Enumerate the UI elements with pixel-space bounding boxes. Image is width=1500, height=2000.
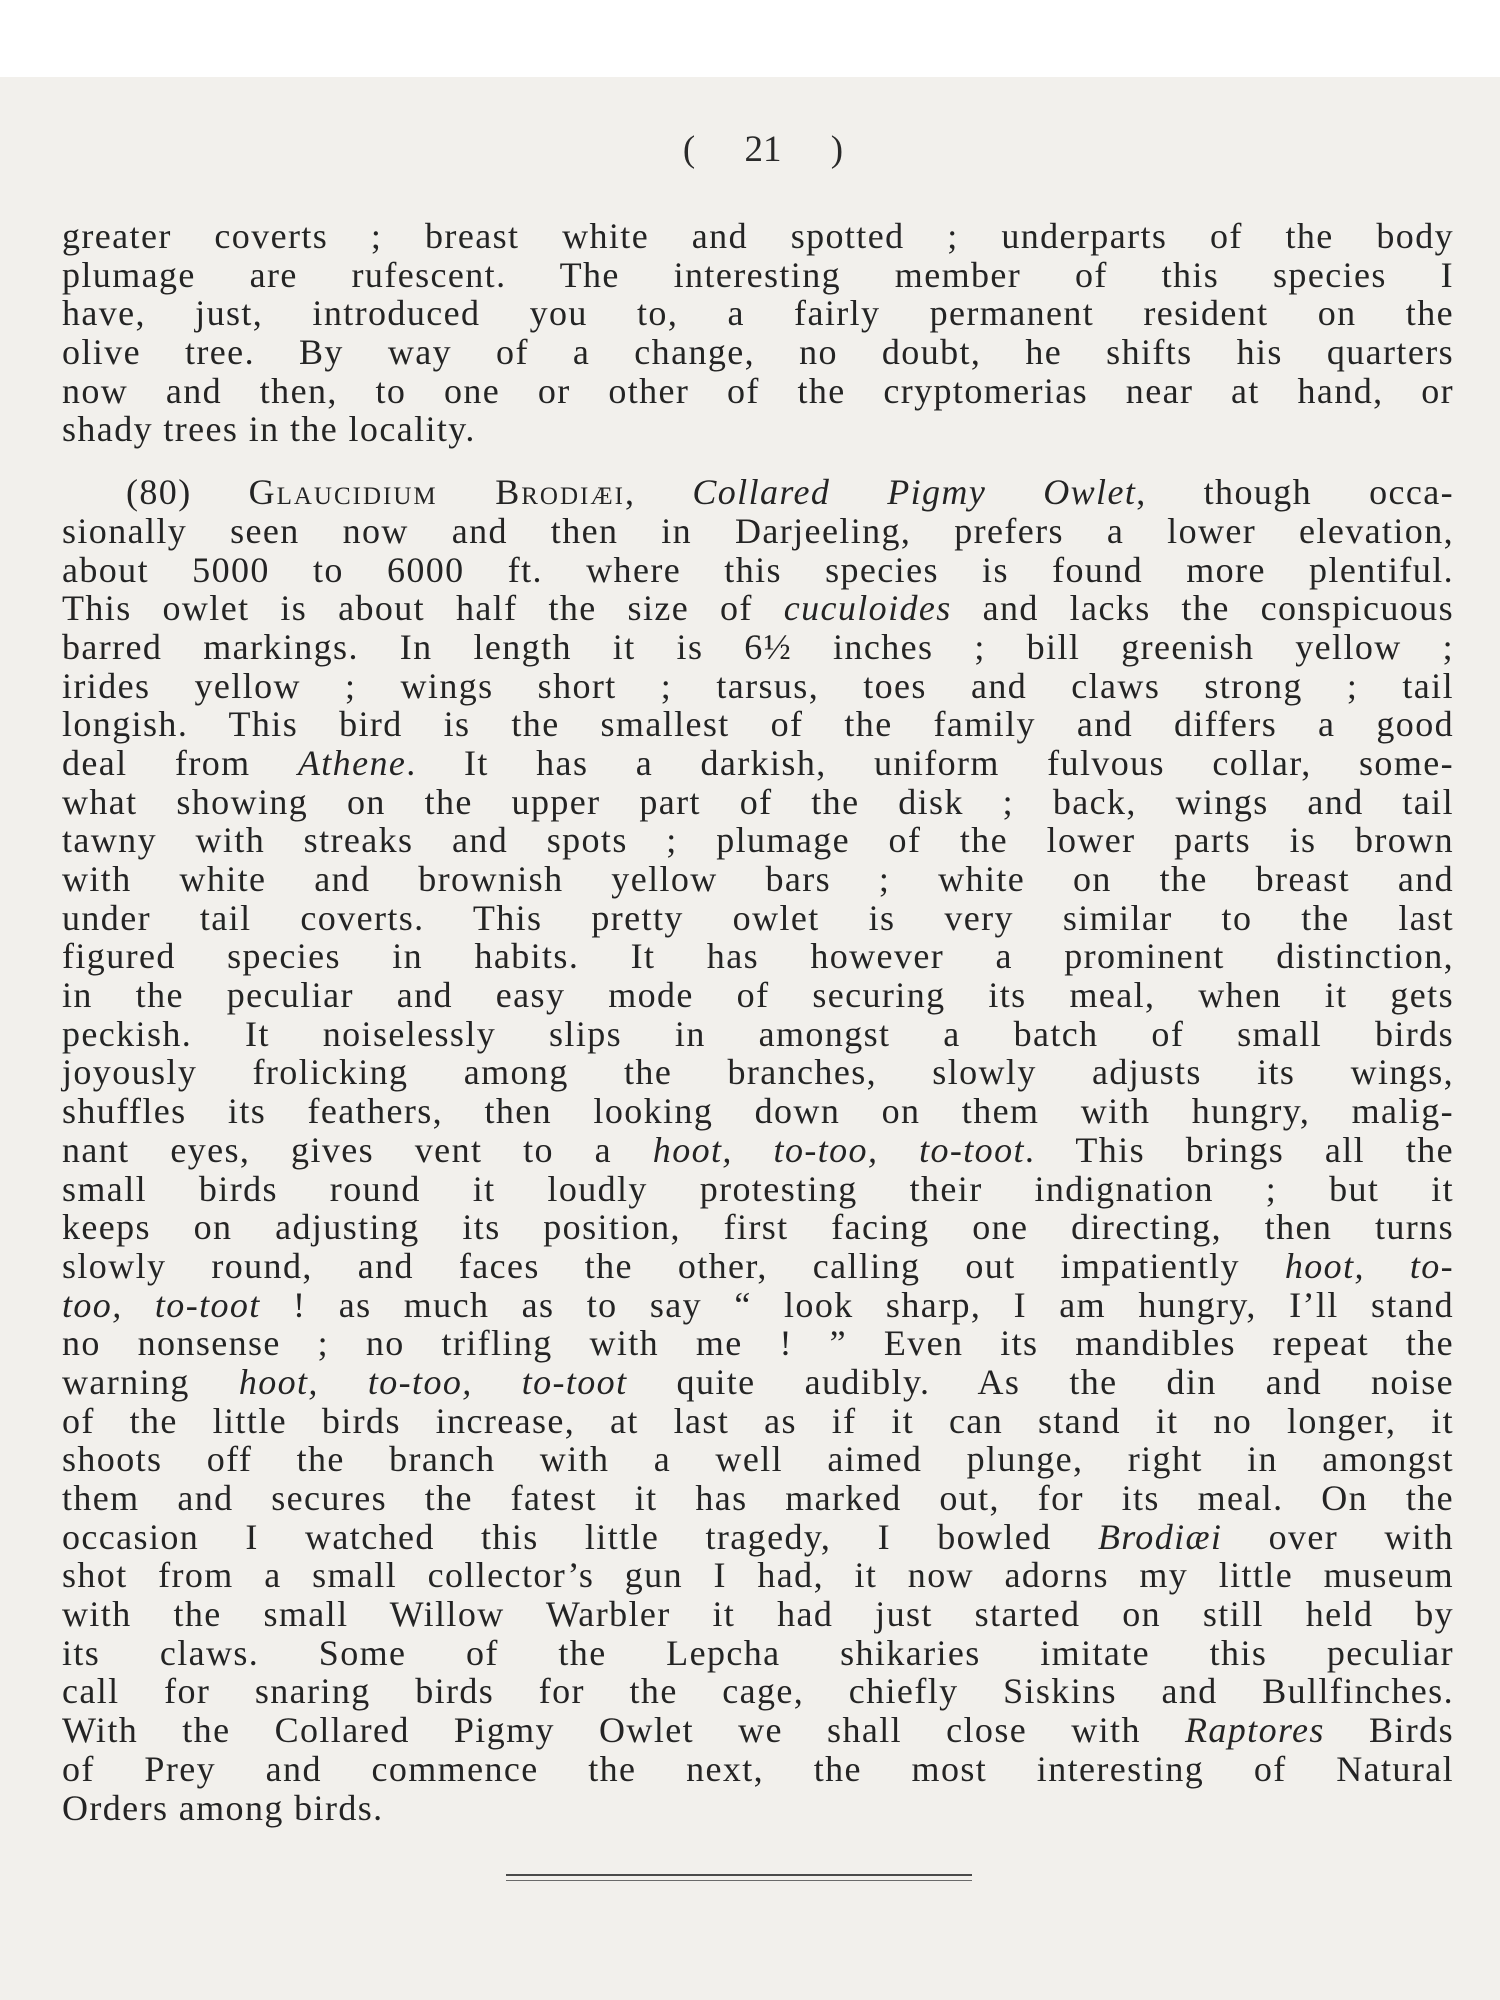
line-text: sionally seen now and then in Darjeeling, prefers a lower elevation, bbox=[62, 510, 1454, 551]
italic-text: Collared Pigmy Owlet bbox=[692, 472, 1137, 513]
text-line bbox=[62, 589, 1454, 628]
page-number: ( 21 ) bbox=[682, 129, 844, 170]
line-text: and lacks the conspicuous bbox=[951, 588, 1454, 629]
text-line bbox=[62, 976, 1454, 1015]
text-line bbox=[62, 1440, 1454, 1479]
line-text: in the peculiar and easy mode of securing its meal, when it gets bbox=[62, 975, 1454, 1016]
line-text: With the Collared Pigmy Owlet we shall close with bbox=[62, 1710, 1185, 1751]
line-text: with the small Willow Warbler it had just started on still held by bbox=[62, 1594, 1454, 1635]
text-line bbox=[62, 1131, 1454, 1170]
italic-text: hoot, to-too, to-toot bbox=[652, 1129, 1025, 1170]
smallcaps-text: Glaucidium Brodiæi bbox=[248, 472, 625, 513]
italic-text: Brodiæi bbox=[1097, 1516, 1223, 1557]
line-text: shoots off the branch with a well aimed plunge, right in amongst bbox=[62, 1439, 1454, 1480]
text-line bbox=[62, 551, 1454, 590]
text-line bbox=[62, 1208, 1454, 1247]
text-line bbox=[62, 512, 1454, 551]
italic-text: too, to-toot bbox=[62, 1284, 261, 1325]
italic-text: hoot, to- bbox=[1284, 1245, 1455, 1286]
line-text: them and secures the fatest it has marked out, for its meal. On the bbox=[62, 1478, 1454, 1518]
line-text: have, just, introduced you to, a fairly permanent resident on the bbox=[62, 293, 1454, 334]
line-text: now and then, to one or other of the cryptomerias near at hand, or bbox=[62, 370, 1454, 411]
text-line bbox=[62, 1015, 1454, 1054]
line-text: occasion I watched this little tragedy, I bowled bbox=[62, 1516, 1098, 1557]
text-line bbox=[62, 783, 1454, 822]
text-line bbox=[62, 705, 1454, 744]
italic-text: hoot, to-too, to-toot bbox=[238, 1361, 628, 1402]
text-line bbox=[62, 1092, 1454, 1131]
text-line bbox=[62, 473, 1454, 512]
line-text: shuffles its feathers, then looking down on them with hungry, malig- bbox=[62, 1091, 1454, 1132]
italic-text: Raptores bbox=[1184, 1710, 1325, 1751]
text-line bbox=[62, 1556, 1454, 1595]
text-line bbox=[62, 821, 1454, 860]
italic-text: Athene bbox=[297, 742, 407, 783]
text-line bbox=[62, 1634, 1454, 1673]
text-line bbox=[62, 1750, 1454, 1789]
text-line bbox=[62, 1789, 1454, 1828]
text-line bbox=[62, 333, 1454, 372]
line-text: no nonsense ; no trifling with me ! ” Even its mandibles repeat the bbox=[62, 1323, 1454, 1364]
text-line bbox=[62, 1518, 1454, 1557]
line-text: with white and brownish yellow bars ; white on the breast and bbox=[62, 859, 1454, 899]
line-text: barred markings. In length it is 6½ inches ; bill greenish yellow ; bbox=[62, 626, 1454, 667]
line-text: tawny with streaks and spots ; plumage of the lower parts is brown bbox=[62, 820, 1454, 861]
line-text: plumage are rufescent. The interesting member of this species I bbox=[62, 254, 1454, 295]
text-line bbox=[62, 1324, 1454, 1363]
line-text: call for snaring birds for the cage, chiefly Siskins and Bullfinches. bbox=[62, 1671, 1454, 1712]
line-text: of Prey and commence the next, the most interesting of Natural bbox=[62, 1748, 1454, 1789]
text-line bbox=[62, 294, 1454, 333]
line-text: . It has a darkish, uniform fulvous collar, some- bbox=[406, 742, 1454, 783]
line-text: figured species in habits. It has however a prominent distinction, bbox=[62, 936, 1454, 977]
text-line bbox=[62, 1479, 1454, 1518]
text-line bbox=[62, 410, 1454, 449]
line-text: under tail coverts. This pretty owlet is very similar to the last bbox=[62, 897, 1454, 938]
text-line bbox=[62, 1672, 1454, 1711]
line-text: deal from bbox=[62, 742, 298, 783]
text-line bbox=[62, 937, 1454, 976]
text-line bbox=[62, 1247, 1454, 1286]
line-text: (80) bbox=[126, 472, 249, 513]
line-text: warning bbox=[62, 1361, 239, 1402]
line-text: irides yellow ; wings short ; tarsus, toes and claws strong ; tail bbox=[62, 665, 1454, 706]
line-text: olive tree. By way of a change, no doubt, he shifts his quarters bbox=[62, 332, 1454, 373]
text-line bbox=[62, 1711, 1454, 1750]
section-end-double-rule bbox=[506, 1874, 972, 1881]
page-body bbox=[62, 217, 1454, 1827]
text-line bbox=[62, 372, 1454, 411]
line-text: shot from a small collector’s gun I had, it now adorns my little museum bbox=[62, 1555, 1454, 1596]
line-text: keeps on adjusting its position, first facing one directing, then turns bbox=[62, 1207, 1454, 1248]
text-line bbox=[62, 1595, 1454, 1634]
text-line bbox=[62, 667, 1454, 706]
text-line bbox=[62, 1363, 1454, 1402]
text-line bbox=[62, 899, 1454, 938]
text-line bbox=[62, 1286, 1454, 1325]
paragraph bbox=[62, 473, 1454, 1827]
text-line bbox=[62, 860, 1454, 899]
line-text: joyously frolicking among the branches, slowly adjusts its wings, bbox=[62, 1052, 1454, 1093]
italic-text: cuculoides bbox=[783, 588, 952, 629]
line-text: small birds round it loudly protesting their indignation ; but it bbox=[62, 1168, 1454, 1209]
line-text: , though occa- bbox=[1136, 472, 1454, 513]
text-line bbox=[62, 256, 1454, 295]
text-line bbox=[62, 1170, 1454, 1209]
line-text: , bbox=[624, 472, 693, 513]
line-text: its claws. Some of the Lepcha shikaries imitate this peculiar bbox=[62, 1632, 1454, 1673]
line-text: Birds bbox=[1324, 1710, 1454, 1751]
text-line bbox=[62, 1402, 1454, 1441]
text-line bbox=[62, 628, 1454, 667]
line-text: about 5000 to 6000 ft. where this species is found more plentiful. bbox=[62, 549, 1454, 590]
paragraph bbox=[62, 217, 1454, 449]
line-text: . This brings all the bbox=[1024, 1129, 1455, 1170]
line-text: of the little birds increase, at last as if it can stand it no longer, it bbox=[62, 1400, 1454, 1441]
line-text: This owlet is about half the size of bbox=[62, 588, 784, 629]
line-text: peckish. It noiselessly slips in amongst a batch of small birds bbox=[62, 1013, 1454, 1054]
line-text: over with bbox=[1222, 1516, 1454, 1557]
line-text: slowly round, and faces the other, calling out impatiently bbox=[62, 1245, 1285, 1286]
line-text: longish. This bird is the smallest of the family and differs a good bbox=[62, 704, 1454, 745]
text-line bbox=[62, 217, 1454, 256]
line-text: Orders among birds. bbox=[62, 1787, 384, 1828]
line-text: ! as much as to say “ look sharp, I am hungry, I’ll stand bbox=[260, 1284, 1454, 1325]
line-text: quite audibly. As the din and noise bbox=[627, 1361, 1455, 1402]
line-text: shady trees in the locality. bbox=[62, 409, 476, 450]
text-line bbox=[62, 744, 1454, 783]
line-text: nant eyes, gives vent to a bbox=[62, 1129, 653, 1170]
line-text: what showing on the upper part of the disk ; back, wings and tail bbox=[62, 781, 1454, 822]
line-text: greater coverts ; breast white and spotted ; underparts of the body bbox=[62, 216, 1454, 256]
text-line bbox=[62, 1053, 1454, 1092]
